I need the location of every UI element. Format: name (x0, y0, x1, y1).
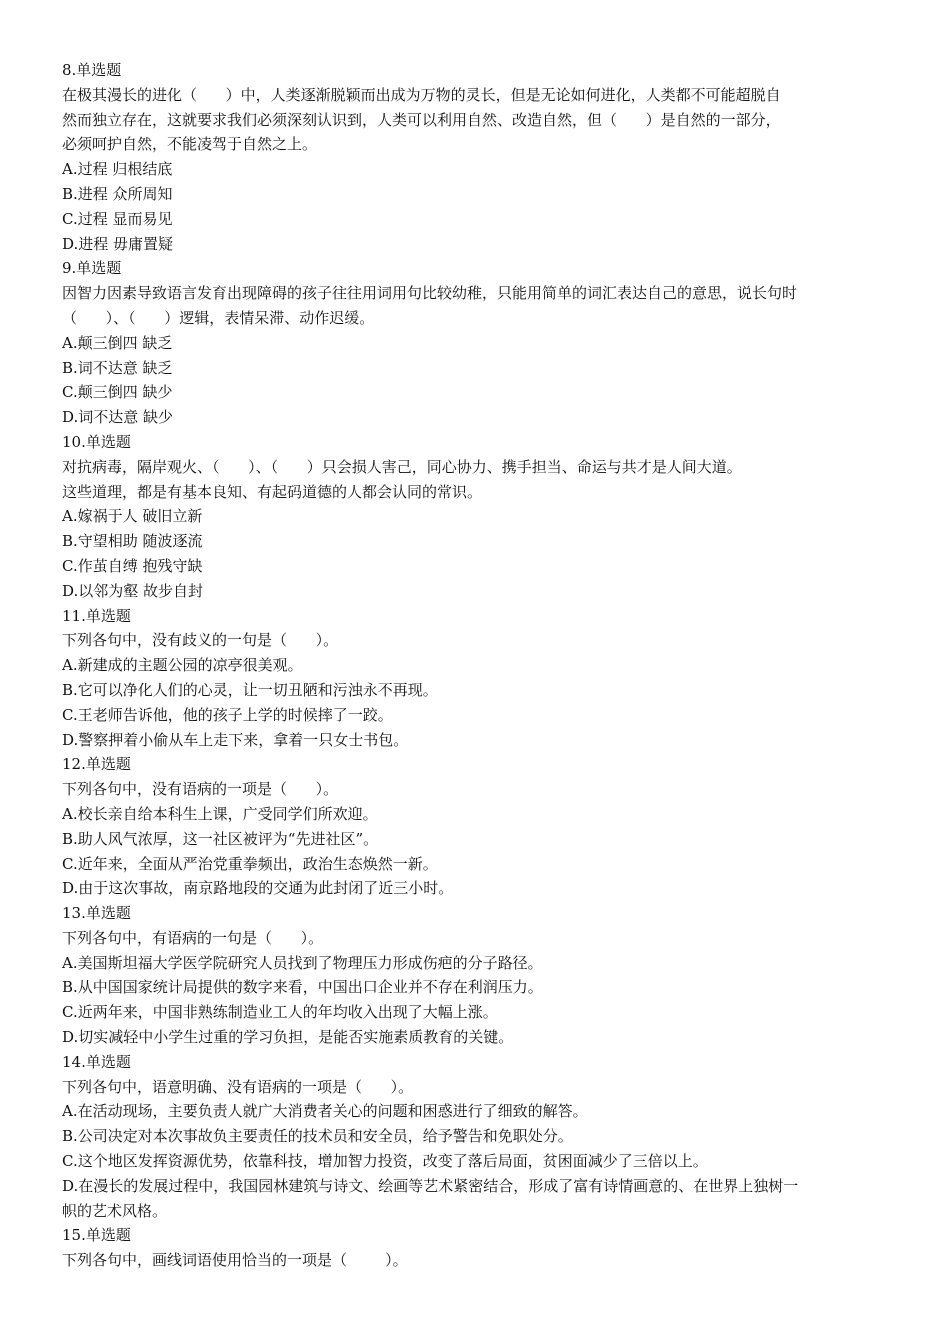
answer-option: A.过程 归根结底 (62, 160, 173, 179)
question-header: 11.单选题 (62, 606, 131, 625)
question-stem-line: 在极其漫长的进化（ ）中，人类逐渐脱颖而出成为万物的灵长，但是无论如何进化，人类都不可能超脱自 (62, 85, 781, 104)
answer-option: B.助人风气浓厚，这一社区被评为“先进社区”。 (62, 829, 379, 848)
question-header: 13.单选题 (62, 904, 131, 923)
answer-option: C.近两年来，中国非熟练制造业工人的年均收入出现了大幅上涨。 (62, 1003, 498, 1022)
question-stem-line: 下列各句中，没有歧义的一句是（ ）。 (62, 631, 339, 650)
answer-option: C.近年来，全面从严治党重拳频出，政治生态焕然一新。 (62, 854, 438, 873)
answer-option: D.进程 毋庸置疑 (62, 234, 174, 253)
answer-option: C.颠三倒四 缺少 (62, 383, 173, 402)
answer-option: A.颠三倒四 缺乏 (62, 333, 173, 352)
question-list (62, 58, 888, 1273)
answer-option: D.警察押着小偷从车上走下来，拿着一只女士书包。 (62, 730, 409, 749)
answer-option: A.在活动现场，主要负责人就广大消费者关心的问题和困惑进行了细致的解答。 (62, 1102, 588, 1121)
question-stem-line: 然而独立存在，这就要求我们必须深刻认识到，人类可以利用自然、改造自然，但（ ）是自然的一部分， (62, 110, 781, 129)
answer-option: A.美国斯坦福大学医学院研究人员找到了物理压力形成伤疤的分子路径。 (62, 953, 543, 972)
answer-option: B.守望相助 随波逐流 (62, 532, 203, 551)
question-stem-line: 这些道理，都是有基本良知、有起码道德的人都会认同的常识。 (62, 482, 483, 501)
answer-option: C.王老师告诉他，他的孩子上学的时候摔了一跤。 (62, 705, 393, 724)
question-stem-line: 因智力因素导致语言发育出现障碍的孩子往往用词用句比较幼稚，只能用简单的词汇表达自己的意思，说长句时 (62, 284, 798, 303)
answer-option: B.公司决定对本次事故负主要责任的技术员和安全员，给予警告和免职处分。 (62, 1127, 573, 1146)
answer-option: D.由于这次事故，南京路地段的交通为此封闭了近三小时。 (62, 879, 454, 898)
answer-option: B.进程 众所周知 (62, 184, 173, 203)
question-header: 10.单选题 (62, 432, 131, 451)
question-11 (62, 604, 888, 753)
answer-option: A.新建成的主题公园的凉亭很美观。 (62, 656, 303, 675)
question-stem-line: （ ）、（ ）逻辑，表情呆滞、动作迟缓。 (62, 308, 375, 327)
question-header: 14.单选题 (62, 1052, 131, 1071)
answer-option: D.以邻为壑 故步自封 (62, 581, 204, 600)
question-header: 12.单选题 (62, 755, 131, 774)
question-header: 15.单选题 (62, 1226, 131, 1245)
answer-option: D.在漫长的发展过程中，我国园林建筑与诗文、绘画等艺术紧密结合，形成了富有诗情画意的、在世界上独树一 (62, 1176, 799, 1195)
question-header: 9.单选题 (62, 259, 122, 278)
question-12 (62, 752, 888, 901)
answer-option: D.词不达意 缺少 (62, 408, 174, 427)
answer-option: C.作茧自缚 抱残守缺 (62, 556, 203, 575)
answer-option: A.嫁祸于人 破旧立新 (62, 507, 203, 526)
question-stem-line: 下列各句中，语意明确、没有语病的一项是（ ）。 (62, 1077, 414, 1096)
question-stem-line: 下列各句中，画线词语使用恰当的一项是（ ）。 (62, 1251, 408, 1270)
question-stem-line: 必须呵护自然，不能凌驾于自然之上。 (62, 135, 318, 154)
question-9 (62, 256, 888, 430)
question-stem-line: 对抗病毒，隔岸观火、（ ）、（ ）只会损人害己，同心协力、携手担当、命运与共才是人间大道。 (62, 457, 742, 476)
question-header: 8.单选题 (62, 61, 122, 79)
question-stem-line: 下列各句中，没有语病的一项是（ ）。 (62, 780, 339, 799)
question-stem-line: 下列各句中，有语病的一句是（ ）。 (62, 928, 324, 947)
question-13 (62, 901, 888, 1050)
answer-option: A.校长亲自给本科生上课，广受同学们所欢迎。 (62, 804, 378, 823)
answer-option: 帜的艺术风格。 (62, 1201, 168, 1220)
question-8 (62, 58, 888, 256)
answer-option: B.它可以净化人们的心灵，让一切丑陋和污浊永不再现。 (62, 680, 438, 699)
question-10 (62, 430, 888, 604)
question-14 (62, 1050, 888, 1224)
answer-option: C.这个地区发挥资源优势，依靠科技，增加智力投资，改变了落后局面，贫困面减少了三倍以上。 (62, 1152, 708, 1171)
answer-option: B.从中国国家统计局提供的数字来看，中国出口企业并不存在利润压力。 (62, 978, 543, 997)
answer-option: D.切实减轻中小学生过重的学习负担，是能否实施素质教育的关键。 (62, 1028, 514, 1047)
answer-option: B.词不达意 缺乏 (62, 358, 173, 377)
question-15 (62, 1223, 888, 1273)
answer-option: C.过程 显而易见 (62, 209, 173, 228)
